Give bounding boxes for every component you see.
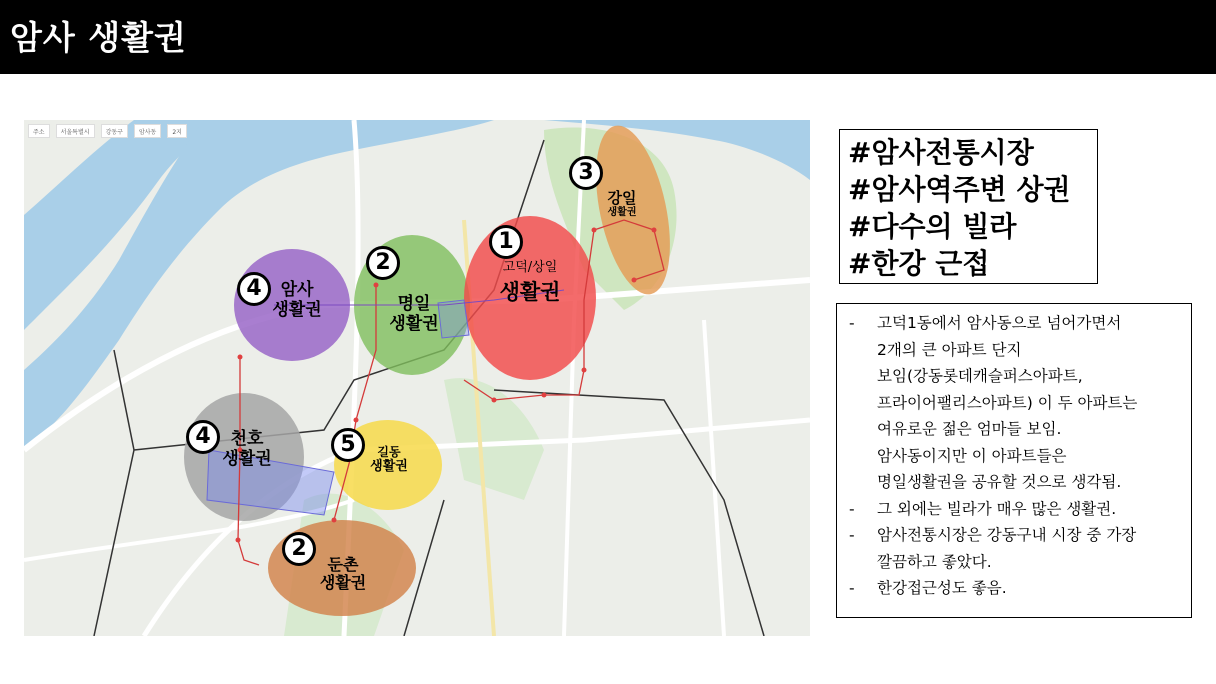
page-title: 암사 생활권 [10,18,187,57]
note-line: 보임(강동롯데캐슬퍼스아파트, [877,367,1083,385]
zone-label-gangil-bottom: 생활권 [607,207,637,219]
zone-label-amsa [262,281,332,320]
zone-label-cheonho-bottom: 생활권 [222,448,272,469]
note-line: 고덕1동에서 암사동으로 넘어가면서 [877,314,1122,332]
note-bullet: - [849,579,855,597]
note-line: 여유로운 젊은 엄마들 보임. [877,420,1062,438]
zone-label-gangil [590,190,654,219]
zone-badge-2a: 2 [366,246,400,280]
zone-label-dunchon-top: 둔촌 [327,555,359,574]
zone-label-amsa-bottom: 생활권 [272,299,322,320]
zone-label-myeongil-top: 명일 [397,294,431,314]
note-line: 암사동이지만 이 아파트들은 [877,446,1067,465]
note-line: 2개의 큰 아파트 단지 [877,340,1022,359]
map-toolbar-item[interactable]: 강동구 [101,124,128,138]
note-line: 프라이어팰리스아파트) 이 두 아파트는 [877,393,1138,412]
hashtag: #다수의 빌라 [848,210,1017,243]
map-toolbar-item[interactable]: 2지 [167,124,187,138]
note-item [843,575,1185,602]
zone-label-myeongil-bottom: 생활권 [389,313,439,334]
note-bullet: - [849,314,855,332]
note-item [843,522,1185,575]
note-line: 그 외에는 빌라가 매우 많은 생활권. [877,499,1117,518]
zone-badge-1: 1 [489,225,523,259]
zone-label-goduk-sangil-sub: 생활권 [499,280,561,304]
zone-label-dunchon [308,556,378,593]
hashtag-box [839,129,1098,284]
zone-label-gildong-bottom: 생활권 [370,458,408,474]
zone-label-cheonho [212,430,282,469]
zone-label-gangil-top: 강일 [607,189,637,207]
zone-badge-4a: 4 [237,272,271,306]
map-toolbar-item[interactable]: 주소 [28,124,50,138]
zone-label-cheonho-top: 천호 [230,429,264,449]
note-bullet: - [849,499,855,518]
zone-badge-5: 5 [331,428,365,462]
hashtag: #암사전통시장 [848,136,1034,169]
note-line: 명일생활권을 공유할 것으로 생각됨. [877,473,1122,491]
note-line: 한강접근성도 좋음. [877,579,1007,597]
title-bar [0,0,1216,74]
hashtag: #한강 근접 [848,247,990,280]
zone-badge-4b: 4 [186,420,220,454]
zone-label-dunchon-bottom: 생활권 [319,573,367,593]
zone-label-gildong [359,446,419,475]
map-toolbar-item[interactable]: 암사동 [134,124,161,138]
zone-badge-3: 3 [569,156,603,190]
map-toolbar-item[interactable]: 서울특별시 [56,124,95,138]
zone-label-myeongil [374,295,454,334]
hashtag: #암사역주변 상권 [848,173,1071,206]
zone-badge-2b: 2 [282,532,316,566]
note-line: 깔끔하고 좋았다. [877,552,992,571]
note-line: 암사전통시장은 강동구내 시장 중 가장 [877,526,1137,544]
map-toolbar [28,124,187,138]
zone-label-goduk-sangil: 고덕/상일 [502,260,558,275]
notes-box [836,303,1192,618]
zone-label-amsa-top: 암사 [280,280,314,300]
note-item [843,496,1185,523]
note-item [843,310,1185,496]
zone-label-gildong-top: 길동 [377,445,401,459]
map-panel[interactable] [24,120,810,636]
note-bullet: - [849,526,855,544]
map-base [24,120,810,636]
